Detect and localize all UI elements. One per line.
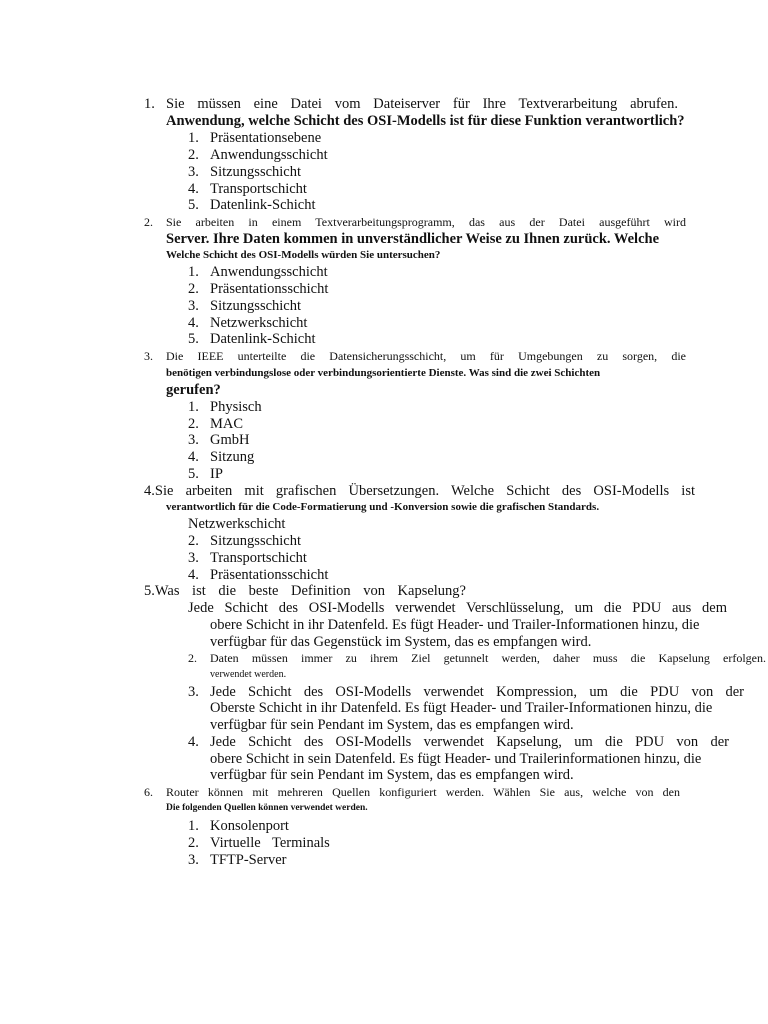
- item-number: 3.: [188, 852, 199, 868]
- question-number: 2.: [144, 215, 153, 229]
- item-text: Präsentationsebene: [210, 130, 322, 146]
- item-text: TFTP-Server: [210, 852, 287, 868]
- item-text: Jede Schicht des OSI-Modells verwendet Kompression, um die PDU von der: [210, 684, 744, 700]
- item-number: 1.: [188, 130, 199, 146]
- item-number: 3.: [188, 164, 199, 180]
- list-item: [188, 449, 254, 466]
- option-4-line-3: verfügbar für sein Pendant im System, das es empfangen wird.: [210, 767, 574, 783]
- item-text: Transportschicht: [210, 550, 307, 566]
- list-item: [188, 852, 287, 869]
- item-text: Sitzungsschicht: [210, 298, 302, 314]
- item-text: IP: [210, 466, 223, 482]
- item-text: MAC: [210, 416, 244, 432]
- item-text: Physisch: [210, 399, 262, 415]
- item-text: Sitzungsschicht: [210, 533, 302, 549]
- question-1-line-1: [144, 96, 678, 113]
- list-item: [188, 197, 316, 214]
- option-4-line-1: [188, 734, 729, 751]
- list-item: [188, 315, 307, 332]
- item-number: 4.: [188, 449, 199, 465]
- list-item: [188, 416, 243, 433]
- question-2-line-3: Welche Schicht des OSI-Modells würden Sie untersuchen?: [166, 249, 441, 261]
- list-item: [188, 264, 328, 281]
- question-3-line-2: benötigen verbindungslose oder verbindungsorientierte Dienste. Was sind die zwei Schichten: [166, 367, 601, 379]
- list-item: [188, 399, 262, 416]
- item-number: 5.: [188, 197, 199, 213]
- question-5-line-1: [144, 583, 466, 600]
- item-text: Präsentationsschicht: [210, 567, 329, 583]
- item-number: 5.: [188, 466, 199, 482]
- question-6-line-1: [144, 784, 680, 801]
- question-number: 1.: [144, 96, 155, 112]
- item-number: 2.: [188, 835, 199, 851]
- list-item: [188, 130, 321, 147]
- item-number: 3.: [188, 684, 199, 700]
- list-item: [188, 298, 301, 315]
- item-number: 4.: [188, 181, 199, 197]
- item-text: Sitzungsschicht: [210, 164, 302, 180]
- item-number: 3.: [188, 298, 199, 314]
- question-number: 5.: [144, 583, 155, 599]
- option-1-line-1: Jede Schicht des OSI-Modells verwendet Verschlüsselung, um die PDU aus dem: [188, 600, 727, 616]
- question-text: Sie müssen eine Datei vom Dateiserver für Ihre Textverarbeitung abrufen.: [166, 96, 678, 112]
- item-number: 5.: [188, 331, 199, 347]
- item-text: Anwendungsschicht: [210, 264, 328, 280]
- item-number: 3.: [188, 550, 199, 566]
- list-item: [188, 835, 330, 852]
- list-item: [188, 164, 301, 181]
- option-2-line-2: verwendet werden.: [210, 669, 287, 680]
- item-number: 4.: [188, 567, 199, 583]
- list-item: [188, 533, 301, 550]
- list-item: [188, 147, 328, 164]
- item-number: 2.: [188, 281, 199, 297]
- option-1-line-3: verfügbar für das Gegenstück im System, das es empfangen wird.: [210, 634, 592, 650]
- list-item: [188, 466, 223, 483]
- list-item: [188, 432, 249, 449]
- item-number: 4.: [188, 315, 199, 331]
- option-4-line-2: obere Schicht in sein Datenfeld. Es fügt Header- und Trailerinformationen hinzu, die: [210, 751, 702, 767]
- item-number: 4.: [188, 734, 199, 750]
- item-number: 2.: [188, 533, 199, 549]
- question-3-line-1: [144, 348, 686, 365]
- question-text: Router können mit mehreren Quellen konfiguriert werden. Wählen Sie aus, welche von den: [166, 785, 680, 799]
- item-text: Virtuelle Terminals: [210, 835, 330, 851]
- list-item: [188, 181, 307, 198]
- question-2-line-1: [144, 214, 686, 231]
- item-number: 3.: [188, 432, 199, 448]
- question-text: Sie arbeiten in einem Textverarbeitungsprogramm, das aus der Datei ausgeführt wird: [166, 215, 686, 229]
- option-3-line-1: [188, 684, 744, 701]
- item-text: Datenlink-Schicht: [210, 197, 316, 213]
- question-2-line-2: Server. Ihre Daten kommen in unverständlicher Weise zu Ihnen zurück. Welche: [166, 231, 660, 247]
- option-2-line-1: [188, 650, 766, 667]
- question-text: Die IEEE unterteilte die Datensicherungsschicht, um für Umgebungen zu sorgen, die: [166, 349, 686, 363]
- item-number: 2.: [188, 416, 199, 432]
- question-3-line-3: gerufen?: [166, 382, 221, 398]
- question-4-line-2: verantwortlich für die Code-Formatierung und -Konversion sowie die grafischen Standards.: [166, 501, 600, 513]
- item-text: Jede Schicht des OSI-Modells verwendet Kapselung, um die PDU von der: [210, 734, 729, 750]
- item-number: 1.: [188, 818, 199, 834]
- item-text: Daten müssen immer zu ihrem Ziel getunnelt werden, daher muss die Kapselung erfolgen.: [210, 651, 766, 665]
- option-1-line-2: obere Schicht in ihr Datenfeld. Es fügt Header- und Trailer-Informationen hinzu, die: [210, 617, 700, 633]
- option-3-line-2: Oberste Schicht in ihr Datenfeld. Es fügt Header- und Trailer-Informationen hinzu, die: [210, 700, 713, 716]
- list-item: [188, 281, 328, 298]
- list-item: [188, 331, 316, 348]
- item-number: 1.: [188, 399, 199, 415]
- question-4-line-1: [144, 483, 695, 500]
- question-text: Sie arbeiten mit grafischen Übersetzungen. Welche Schicht des OSI-Modells ist: [154, 483, 695, 499]
- question-number: 3.: [144, 349, 153, 363]
- item-text: Präsentationsschicht: [210, 281, 329, 297]
- item-number: 2.: [188, 651, 197, 665]
- item-text: Datenlink-Schicht: [210, 331, 316, 347]
- list-item: [188, 550, 307, 567]
- question-number: 4.: [144, 483, 155, 499]
- item-text: Anwendungsschicht: [210, 147, 328, 163]
- question-1-line-2: Anwendung, welche Schicht des OSI-Modells ist für diese Funktion verantwortlich?: [166, 113, 685, 129]
- question-text: Was ist die beste Definition von Kapselung?: [154, 583, 466, 599]
- question-6-line-2: Die folgenden Quellen können verwendet werden.: [166, 803, 368, 813]
- item-text: Konsolenport: [210, 818, 289, 834]
- item-number: 1.: [188, 264, 199, 280]
- list-item: Netzwerkschicht: [188, 516, 286, 532]
- list-item: [188, 818, 289, 835]
- item-text: Netzwerkschicht: [210, 315, 308, 331]
- item-text: Transportschicht: [210, 181, 307, 197]
- item-text: GmbH: [210, 432, 250, 448]
- item-text: Sitzung: [210, 449, 255, 465]
- item-number: 2.: [188, 147, 199, 163]
- list-item: [188, 567, 328, 584]
- question-number: 6.: [144, 785, 153, 799]
- option-3-line-3: verfügbar für sein Pendant im System, das es empfangen wird.: [210, 717, 574, 733]
